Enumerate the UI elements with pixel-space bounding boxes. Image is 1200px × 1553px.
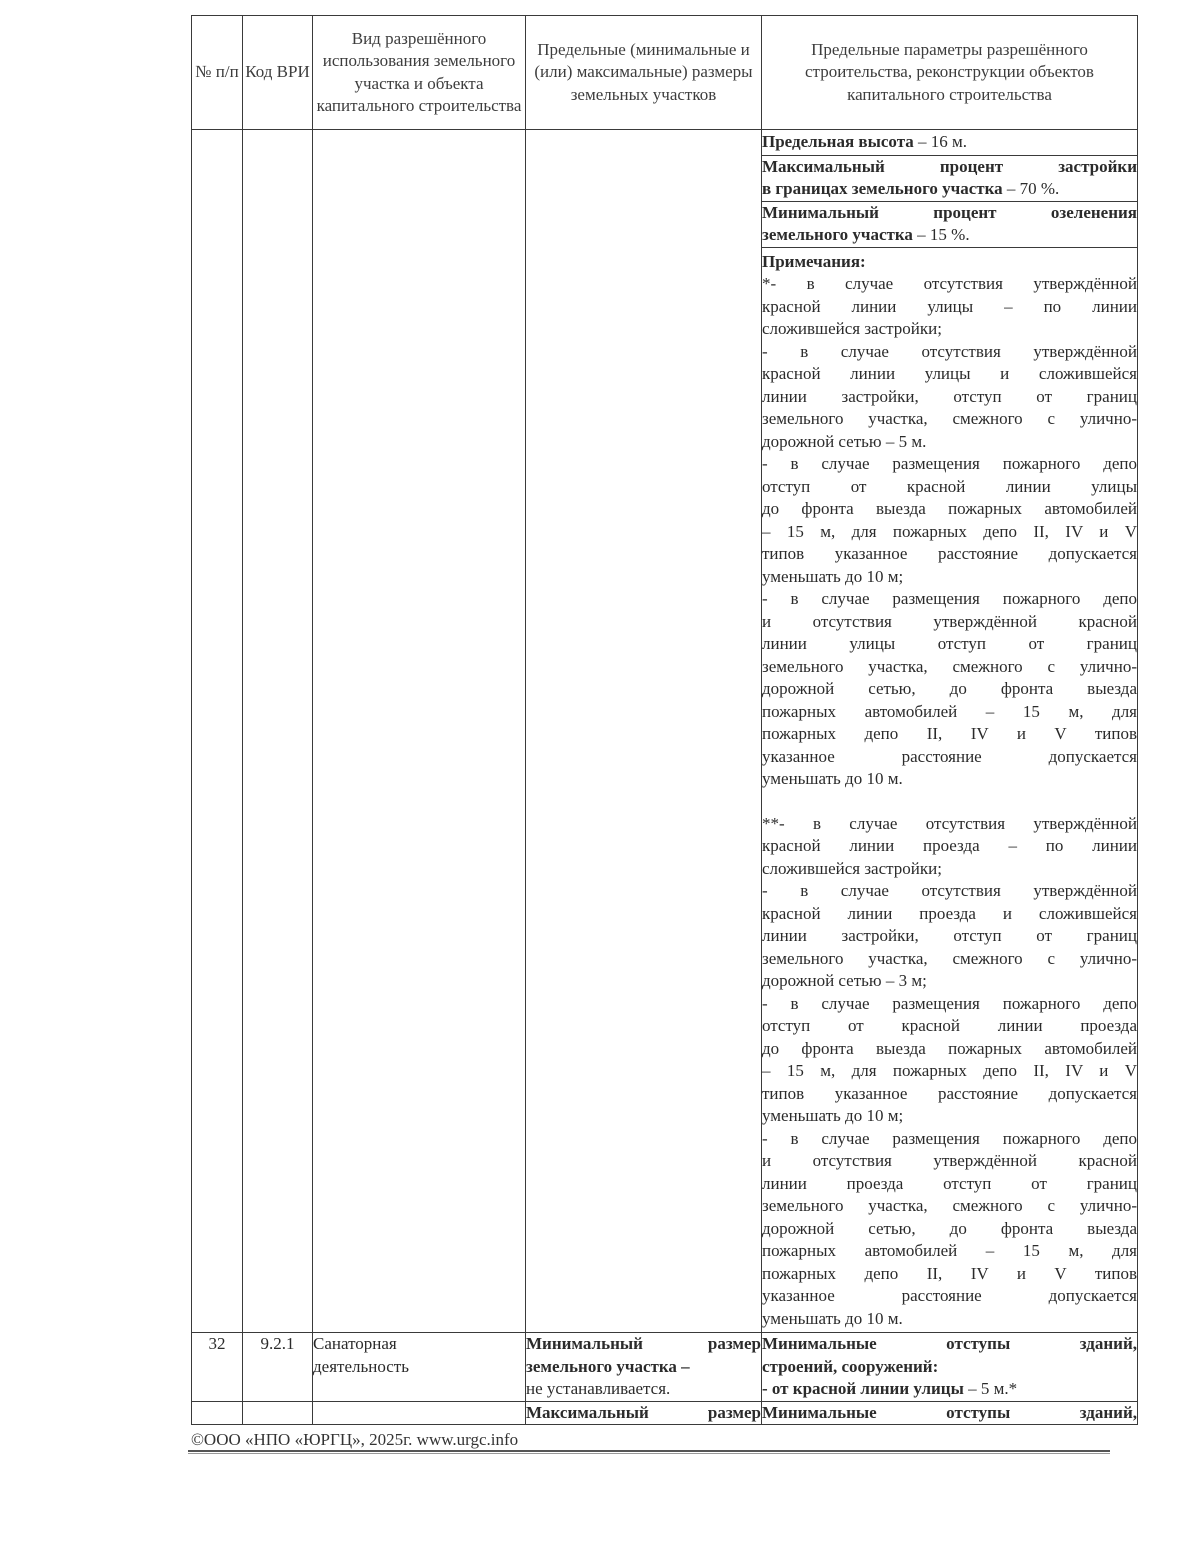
note-line: отступ от красной линии улицы <box>762 476 1137 496</box>
note-line: типов указанное расстояние допускается <box>762 1083 1137 1103</box>
min-indent-label-1: Минимальные отступы зданий, <box>762 1334 1137 1353</box>
note-line: линии проезда отступ от границ <box>762 1173 1137 1193</box>
min-indent-label-2: строений, сооружений: <box>762 1356 939 1376</box>
row-code: 9.2.1 <box>243 1333 313 1402</box>
min-plot-size-label-2: земельного участка – <box>526 1356 690 1376</box>
max-build-percent-cell <box>762 155 1138 201</box>
note-line: указанное расстояние допускается <box>762 746 1137 766</box>
min-green-percent-label-1: Минимальный процент озеленения <box>762 202 1137 222</box>
min-indent-next-label: Минимальные отступы зданий, <box>762 1402 1137 1422</box>
note-line: земельного участка, смежного с улично- <box>762 948 1137 968</box>
note-line: красной линии проезда и сложившейся <box>762 903 1137 923</box>
note-line: земельного участка, смежного с улично- <box>762 409 1137 428</box>
zoning-table <box>191 15 1138 1425</box>
min-indent-next-cell <box>762 1401 1138 1425</box>
note-line: типов указанное расстояние допускается <box>762 544 1137 563</box>
footer-divider <box>188 1450 1110 1452</box>
note-line: дорожной сетью, до фронта выезда <box>762 1218 1137 1238</box>
note-line: - в случае размещения пожарного депо <box>762 993 1137 1013</box>
max-build-percent-label-1: Максимальный процент застройки <box>762 156 1137 176</box>
min-green-percent-value: – 15 %. <box>912 225 970 244</box>
note-line: дорожной сетью, до фронта выезда <box>762 679 1137 698</box>
note-line: **- в случае отсутствия утверждённой <box>762 813 1137 833</box>
row-usage-name: Санаторная деятельность <box>313 1333 526 1402</box>
footer-divider-thin <box>188 1453 1110 1454</box>
note-line: пожарных депо II, IV и V типов <box>762 1263 1137 1283</box>
header-number: № п/п <box>192 16 243 130</box>
note-line: дорожной сетью – 3 м; <box>762 971 927 990</box>
table-row <box>192 1333 1138 1402</box>
table-row <box>192 1401 1138 1425</box>
note-line: уменьшать до 10 м; <box>762 1106 904 1125</box>
note-line: красной линии проезда – по линии <box>762 836 1137 855</box>
note-line: - в случае отсутствия утверждённой <box>762 341 1137 361</box>
max-build-percent-value: – 70 %. <box>1002 179 1060 198</box>
note-line: *- в случае отсутствия утверждённой <box>762 274 1137 293</box>
note-line: пожарных депо II, IV и V типов <box>762 724 1137 743</box>
min-indent-street-label: - от красной линии улицы <box>762 1379 964 1398</box>
note-line <box>762 791 1137 813</box>
note-line: - в случае размещения пожарного депо <box>762 454 1137 473</box>
note-line: красной линии улицы и сложившейся <box>762 364 1137 383</box>
min-green-percent-label-2: земельного участка <box>762 225 913 244</box>
max-height-label: Предельная высота <box>762 132 914 151</box>
min-plot-size-cell <box>526 1333 762 1402</box>
min-plot-size-value: не устанавливается. <box>526 1379 671 1398</box>
note-line: уменьшать до 10 м. <box>762 769 903 788</box>
table-row <box>192 130 1138 156</box>
note-line: сложившейся застройки; <box>762 319 942 338</box>
max-height-cell <box>762 130 1138 156</box>
note-line: - в случае размещения пожарного депо <box>762 589 1137 608</box>
footer-copyright: ©ООО «НПО «ЮРГЦ», 2025г. www.urgc.info <box>191 1430 519 1449</box>
header-building-params: Предельные параметры разрешённого строительства, реконструкции объектов капитального строительства <box>762 16 1138 130</box>
notes-lines <box>762 273 1137 1330</box>
note-line: линии застройки, отступ от границ <box>762 386 1137 406</box>
note-line: красной линии улицы – по линии <box>762 296 1137 316</box>
header-usage-type: Вид разрешённого использования земельного участка и объекта капитального строительства <box>313 16 526 130</box>
note-line: - в случае размещения пожарного депо <box>762 1128 1137 1148</box>
min-plot-size-label-1: Минимальный размер <box>526 1334 761 1353</box>
note-line: уменьшать до 10 м. <box>762 1308 903 1328</box>
notes-cell <box>762 247 1138 1333</box>
note-line: дорожной сетью – 5 м. <box>762 431 927 451</box>
note-line: пожарных автомобилей – 15 м, для <box>762 1241 1137 1260</box>
max-build-percent-label-2: в границах земельного участка <box>762 179 1003 198</box>
min-green-percent-cell <box>762 201 1138 247</box>
note-line: уменьшать до 10 м; <box>762 566 904 586</box>
note-line: сложившейся застройки; <box>762 858 942 878</box>
note-line: отступ от красной линии проезда <box>762 1016 1137 1035</box>
note-line: - в случае отсутствия утверждённой <box>762 881 1137 900</box>
table-header-row <box>192 16 1138 130</box>
min-indent-cell <box>762 1333 1138 1402</box>
min-indent-street-value: – 5 м.* <box>963 1379 1018 1398</box>
note-line: и отсутствия утверждённой красной <box>762 1151 1137 1170</box>
note-line: указанное расстояние допускается <box>762 1286 1137 1305</box>
header-plot-size: Предельные (минимальные и (или) максимальные) размеры земельных участков <box>526 16 762 130</box>
note-line: и отсутствия утверждённой красной <box>762 611 1137 631</box>
note-line: – 15 м, для пожарных депо II, IV и V <box>762 1061 1137 1080</box>
note-line: земельного участка, смежного с улично- <box>762 1196 1137 1215</box>
note-line: до фронта выезда пожарных автомобилей <box>762 1038 1137 1058</box>
header-code: Код ВРИ <box>243 16 313 130</box>
max-height-value: – 16 м. <box>913 132 968 151</box>
max-plot-size-label: Максимальный размер <box>526 1402 761 1422</box>
max-plot-size-cell <box>526 1401 762 1425</box>
note-line: до фронта выезда пожарных автомобилей <box>762 499 1137 518</box>
note-line: – 15 м, для пожарных депо II, IV и V <box>762 521 1137 541</box>
notes-title: Примечания: <box>762 251 866 271</box>
row-number: 32 <box>192 1333 243 1402</box>
note-line: земельного участка, смежного с улично- <box>762 656 1137 676</box>
note-line: линии застройки, отступ от границ <box>762 926 1137 945</box>
note-line: линии улицы отступ от границ <box>762 634 1137 653</box>
note-line: пожарных автомобилей – 15 м, для <box>762 701 1137 721</box>
